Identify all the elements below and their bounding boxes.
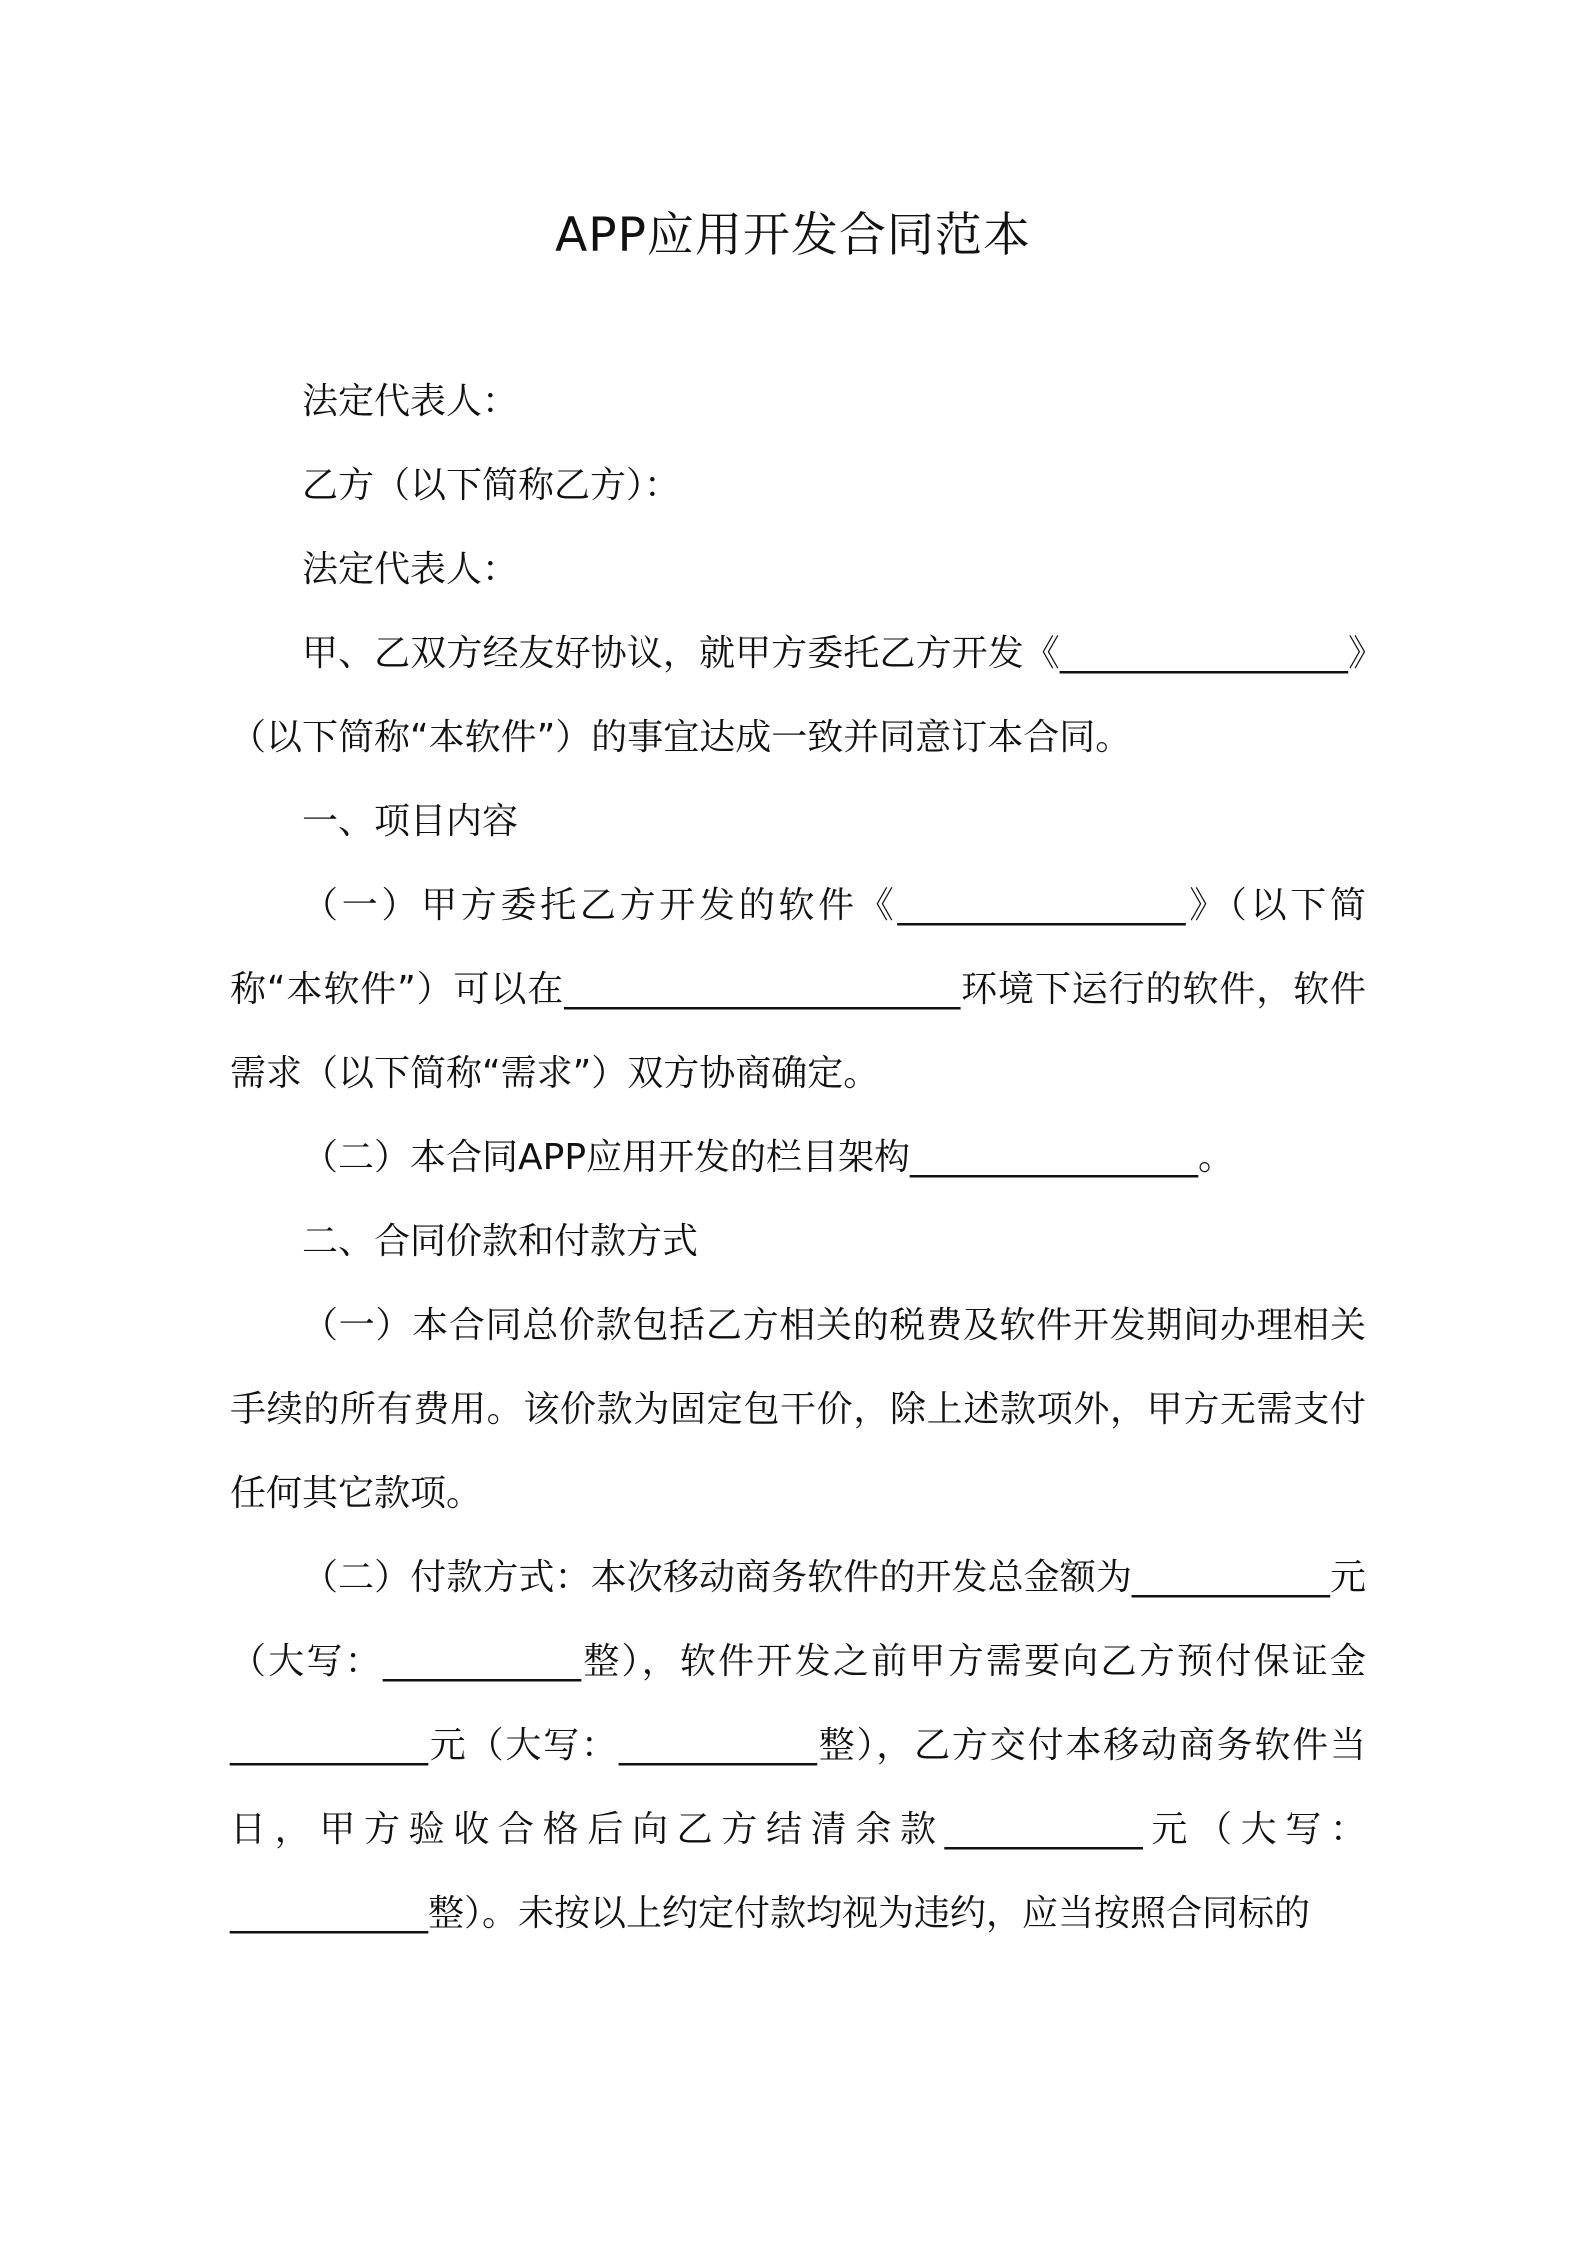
document-body xyxy=(230,360,1366,1956)
paragraph-preamble: 甲、乙双方经友好协议，就甲方委托乙方开发《________________》（以下简称“本软件”）的事宜达成一致并同意订本合同。 xyxy=(230,633,1366,758)
paragraph-clause-1-2: （二）本合同APP应用开发的栏目架构________________。 xyxy=(302,1137,1235,1178)
document-title: APP应用开发合同范本 xyxy=(555,208,1031,263)
paragraph-clause-2-1: （一）本合同总价款包括乙方相关的税费及软件开发期间办理相关手续的所有费用。该价款为固定包干价，除上述款项外，甲方无需支付任何其它款项。 xyxy=(230,1305,1366,1514)
paragraph-clause-1-1: （一）甲方委托乙方开发的软件《________________》（以下简称“本软件”）可以在______________________环境下运行的软件，软件需求（以下简称“需求”）双方协商确定。 xyxy=(230,885,1366,1094)
paragraph-legal-rep-b: 法定代表人： xyxy=(302,549,519,590)
paragraph-legal-rep-a: 法定代表人： xyxy=(302,381,519,422)
section-heading-project-content: 一、项目内容 xyxy=(302,801,519,842)
paragraph-party-b: 乙方（以下简称乙方）： xyxy=(302,465,681,506)
paragraph-clause-2-2: （二）付款方式：本次移动商务软件的开发总金额为___________元（大写：___________整），软件开发之前甲方需要向乙方预付保证金___________元（大写：___________整），乙方交付本移动商务软件当日，甲方验收合格后向乙方结清余款___________元（大写：___________整）。未按以上约定付款均视为违约，应当按照合同标的 xyxy=(230,1557,1366,1934)
section-heading-price-payment: 二、合同价款和付款方式 xyxy=(302,1221,699,1262)
